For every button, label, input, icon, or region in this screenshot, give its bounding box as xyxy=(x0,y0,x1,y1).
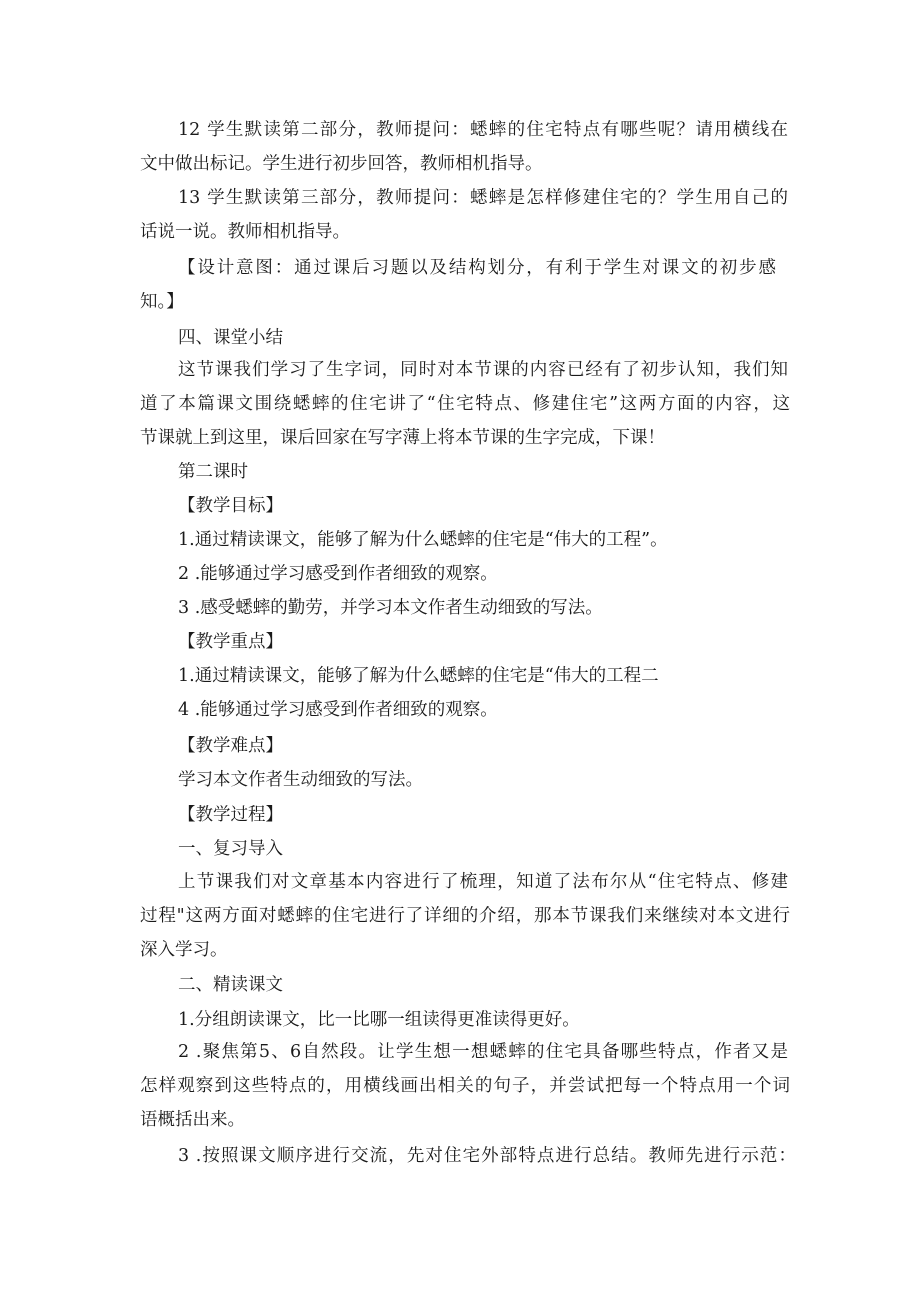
paragraph-line: 文中做出标记。学生进行初步回答，教师相机指导。 xyxy=(140,154,543,174)
design-intent-line: 知。】 xyxy=(140,292,184,312)
list-item: 1.通过精读课文，能够了解为什么蟋蟀的住宅是“伟大的工程”。 xyxy=(178,530,668,550)
list-item: 1.通过精读课文，能够了解为什么蟋蟀的住宅是“伟大的工程二 xyxy=(178,666,659,686)
lesson-heading: 第二课时 xyxy=(178,462,248,482)
section-heading: 二、精读课文 xyxy=(178,975,283,995)
paragraph-line: 语概括出来。 xyxy=(140,1110,245,1130)
section-heading: 【教学重点】 xyxy=(178,632,283,652)
paragraph-line: 这节课我们学习了生字词，同时对本节课的内容已经有了初步认知，我们知 xyxy=(178,360,788,380)
paragraph-line: 过程"这两方面对蟋蟀的住宅进行了详细的介绍，那本节课我们来继续对本文进行 xyxy=(140,906,790,926)
paragraph-line: 学习本文作者生动细致的写法。 xyxy=(178,770,423,790)
paragraph-line: 13 学生默读第三部分，教师提问：蟋蟀是怎样修建住宅的？学生用自己的 xyxy=(178,188,788,208)
list-item: 3 .按照课文顺序进行交流，先对住宅外部特点进行总结。教师先进行示范： xyxy=(178,1146,796,1166)
section-heading: 【教学过程】 xyxy=(178,805,283,825)
paragraph-line: 道了本篇课文围绕蟋蟀的住宅讲了“住宅特点、修建住宅”这两方面的内容，这 xyxy=(140,394,790,414)
list-item: 4 .能够通过学习感受到作者细致的观察。 xyxy=(178,700,498,720)
section-heading: 【教学难点】 xyxy=(178,736,283,756)
paragraph-line: 节课就上到这里，课后回家在写字薄上将本节课的生字完成，下课！ xyxy=(140,428,665,448)
list-item: 2 .聚焦第5、6自然段。让学生想一想蟋蟀的住宅具备哪些特点，作者又是 xyxy=(178,1042,788,1062)
list-item: 1.分组朗读课文，比一比哪一组读得更准读得更好。 xyxy=(178,1010,580,1030)
paragraph-line: 12 学生默读第二部分，教师提问：蟋蟀的住宅特点有哪些呢？请用横线在 xyxy=(178,120,788,140)
paragraph-line: 话说一说。教师相机指导。 xyxy=(140,222,350,242)
paragraph-line: 深入学习。 xyxy=(140,940,228,960)
section-heading: 一、复习导入 xyxy=(178,839,283,859)
list-item: 3 .感受蟋蟀的勤劳，并学习本文作者生动细致的写法。 xyxy=(178,598,603,618)
section-heading: 【教学目标】 xyxy=(178,496,283,516)
section-heading: 四、课堂小结 xyxy=(178,328,283,348)
paragraph-line: 上节课我们对文章基本内容进行了梳理，知道了法布尔从“住宅特点、修建 xyxy=(178,872,788,892)
list-item: 2 .能够通过学习感受到作者细致的观察。 xyxy=(178,564,498,584)
paragraph-line: 怎样观察到这些特点的，用横线画出相关的句子，并尝试把每一个特点用一个词 xyxy=(140,1076,790,1096)
design-intent-line: 【设计意图：通过课后习题以及结构划分，有利于学生对课文的初步感 xyxy=(178,258,776,278)
